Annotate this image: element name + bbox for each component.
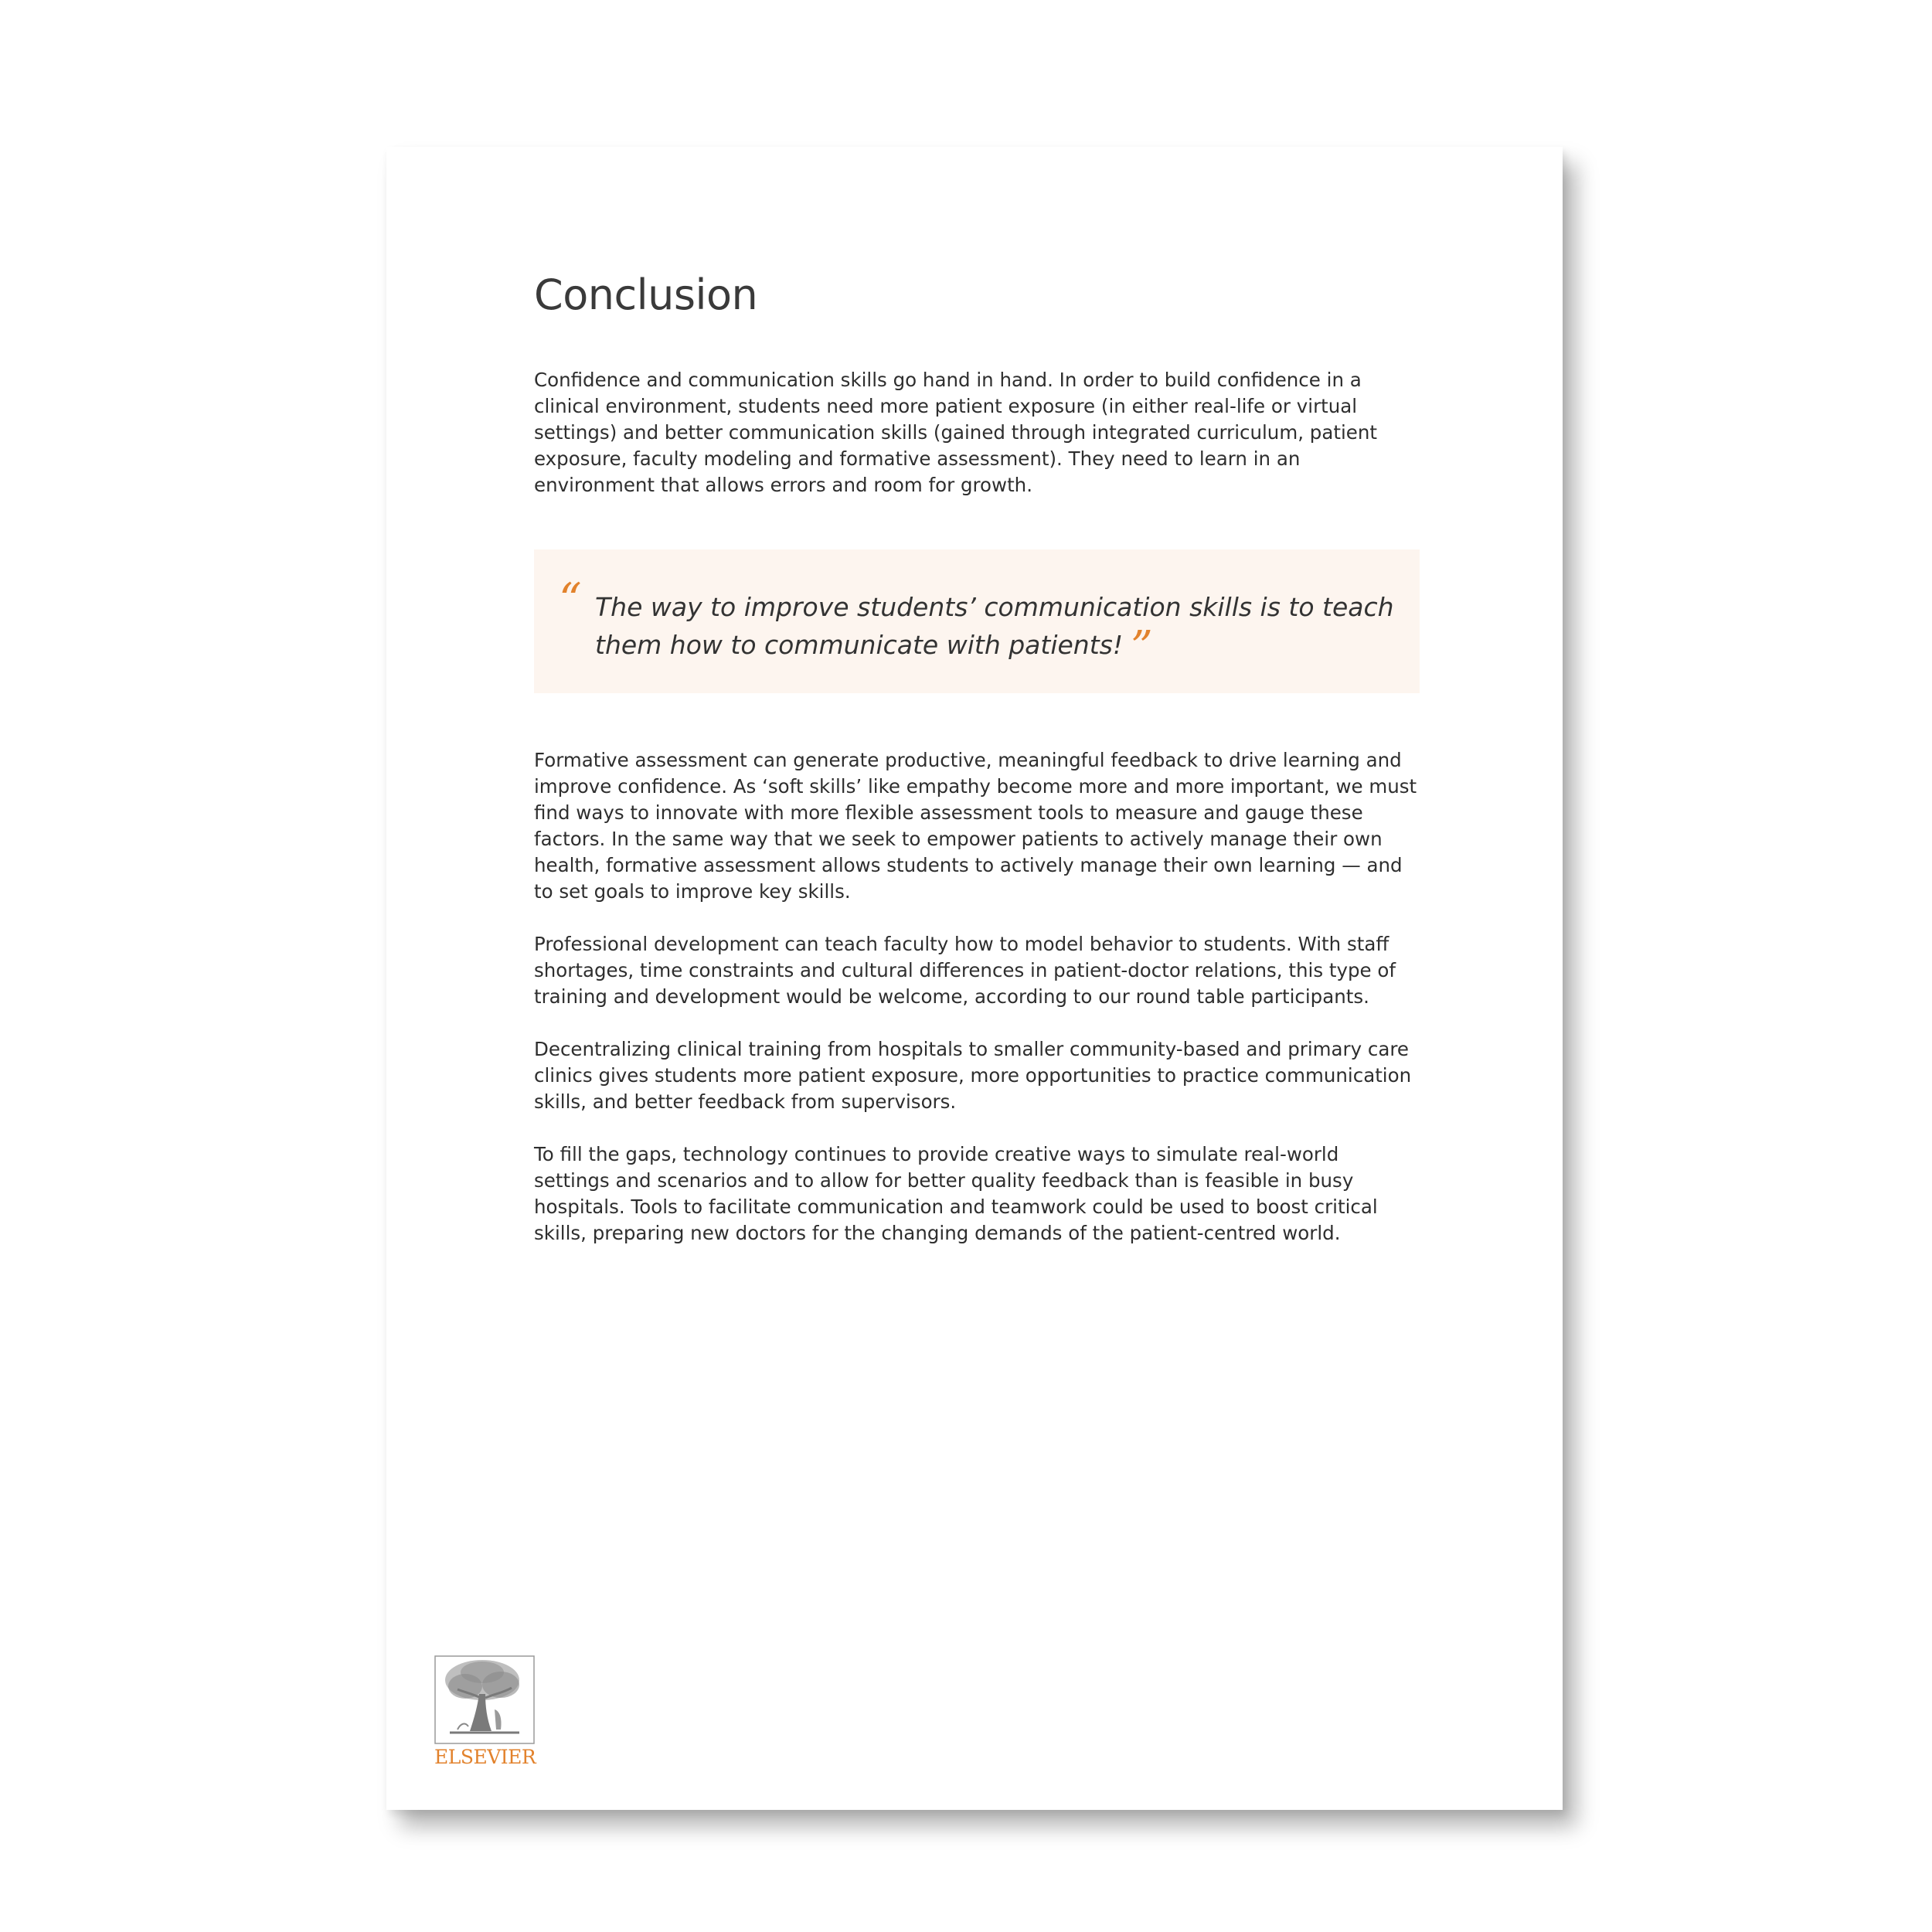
pull-quote (534, 549, 1420, 693)
quote-text: The way to improve students’ communication skills is to teach them how to communicate with patients! (595, 591, 1394, 660)
intro-paragraph: Confidence and communication skills go hand in hand. In order to build confidence in a clinical environment, students need more patient exposure (in either real-life or virtual settings) and better communication skills (gained through integrated curriculum, patient exposure, faculty modeling and formative assessment). They need to learn in an environment that allows errors and room for growth. (534, 368, 1377, 496)
open-quote-icon: “ (559, 573, 582, 626)
quote-text-block (595, 588, 1406, 672)
page-title: Conclusion (534, 270, 758, 319)
document-page (386, 147, 1563, 1810)
professional-development-paragraph: Professional development can teach faculty how to model behavior to students. With staff shortages, time constraints and cultural differences in patient-doctor relations, this type of training and development would be welcome, according to our round table participants. (534, 932, 1396, 1008)
decentralizing-paragraph: Decentralizing clinical training from hospitals to smaller community-based and primary care clinics gives students more patient exposure, more opportunities to practice communication skills, and better feedback from supervisors. (534, 1037, 1412, 1113)
page-content (534, 270, 1420, 1247)
elsevier-tree-icon (434, 1655, 535, 1744)
elsevier-logo (434, 1655, 535, 1771)
technology-paragraph: To fill the gaps, technology continues to provide creative ways to simulate real-world settings and scenarios and to allow for better quality feedback than is feasible in busy hospitals. Tools to facilitate communication and teamwork could be used to boost critical skills, preparing new doctors for the changing demands of the patient-centred world. (534, 1142, 1378, 1244)
formative-assessment-paragraph: Formative assessment can generate productive, meaningful feedback to drive learning and improve confidence. As ‘soft skills’ like empathy become more and more important, we must find ways to innovate with more flexible assessment tools to measure and gauge these factors. In the same way that we seek to empower patients to actively manage their own health, formative assessment allows students to actively manage their own learning — and to set goals to improve key skills. (534, 748, 1417, 903)
close-quote-icon: ” (1131, 621, 1153, 672)
elsevier-wordmark: ELSEVIER (434, 1746, 536, 1768)
